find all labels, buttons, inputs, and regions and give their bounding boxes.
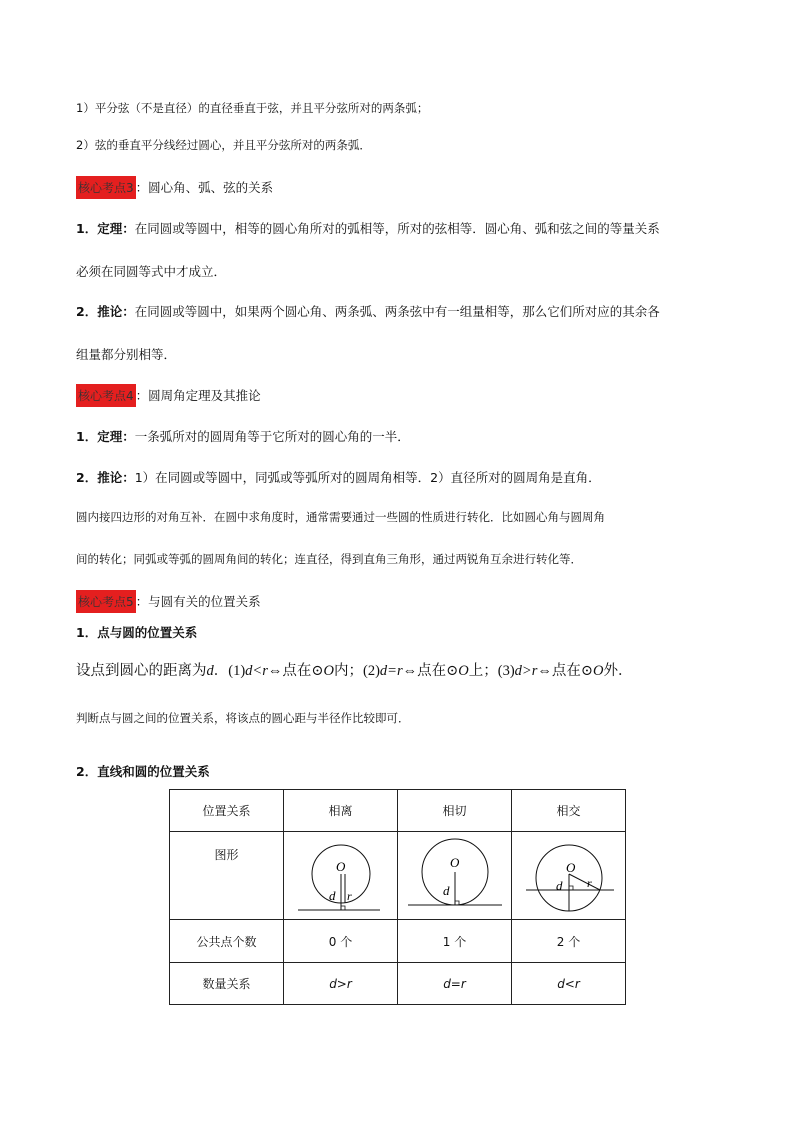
figure-cell-intersect (512, 832, 626, 920)
corollary-label: 2．推论： (76, 304, 135, 319)
radius-label: r (347, 889, 352, 903)
inscribed-theorem-label: 1．定理： (76, 429, 135, 444)
figure-cell-tangent (398, 832, 512, 920)
center-label: O (450, 855, 460, 870)
right-angle-mark (569, 886, 573, 890)
section-title-5: ：与圆有关的位置关系 (135, 594, 261, 609)
inscribed-corollary-text: 1）在同圆或等圆中，同弧或等弧所对的圆周角相等．2）直径所对的圆周角是直角． (134, 470, 601, 485)
distance-label: d (329, 888, 336, 903)
section-heading-3 (76, 176, 273, 199)
inscribed-theorem-text: 一条弧所对的圆周角等于它所对的圆心角的一半． (134, 429, 410, 444)
intersect-diagram (512, 832, 625, 916)
line-circle-heading: 2．直线和圆的位置关系 (76, 764, 210, 779)
right-angle-mark (341, 906, 345, 910)
tangent-diagram (398, 832, 511, 916)
inscribed-corollary-label: 2．推论： (76, 470, 135, 485)
quantity-cell: d<r (512, 963, 626, 1005)
inscribed-corollary-line (76, 468, 601, 486)
points-cell: 0 个 (284, 920, 398, 963)
table-header-row (170, 790, 626, 832)
theorem-label: 1．定理： (76, 221, 135, 236)
corollary-text: 在同圆或等圆中，如果两个圆心角、两条弧、两条弦中有一组量相等，那么它们所对应的其余各 (134, 304, 660, 319)
figure-row-label: 图形 (170, 832, 284, 920)
quantity-cell: d=r (398, 963, 512, 1005)
section-title-4: ：圆周角定理及其推论 (135, 388, 261, 403)
points-cell: 2 个 (512, 920, 626, 963)
points-cell: 1 个 (398, 920, 512, 963)
point-circle-conditions: 设点到圆心的距离为d．(1)d<r⇔点在⊙O内；(2)d=r⇔点在⊙O上；(3)d>r⇔点在⊙O外． (76, 663, 633, 679)
section-tag-4: 核心考点4 (76, 384, 136, 407)
line-circle-table (169, 789, 626, 1005)
quantity-row-label: 数量关系 (170, 963, 284, 1005)
property-line-1: 1）平分弦（不是直径）的直径垂直于弦，并且平分弦所对的两条弧； (76, 101, 429, 115)
radius-segment (569, 874, 600, 890)
point-circle-heading: 1．点与圆的位置关系 (76, 625, 198, 640)
cyclic-quad-line-cont: 间的转化；同弧或等弧的圆周角间的转化；连直径，得到直角三角形，通过两锐角互余进行转化等． (76, 552, 582, 566)
theorem-line (76, 219, 660, 237)
header-cell: 相切 (398, 790, 512, 832)
table-points-row (170, 920, 626, 963)
point-circle-note: 判断点与圆之间的位置关系，将该点的圆心距与半径作比较即可． (76, 711, 410, 725)
table-figure-row (170, 832, 626, 920)
radius-label: r (587, 876, 592, 890)
section-heading-4 (76, 384, 261, 407)
figure-cell-separate (284, 832, 398, 920)
section-heading-5 (76, 590, 261, 613)
center-label: O (566, 860, 576, 875)
section-title-3: ：圆心角、弧、弦的关系 (135, 180, 274, 195)
table-quantity-row (170, 963, 626, 1005)
theorem-text: 在同圆或等圆中，相等的圆心角所对的弧相等，所对的弦相等．圆心角、弧和弦之间的等量关系 (134, 221, 660, 236)
inscribed-theorem-line (76, 427, 410, 445)
distance-label: d (556, 878, 563, 893)
distance-label: d (443, 883, 450, 898)
center-label: O (336, 859, 346, 874)
section-tag-5: 核心考点5 (76, 590, 136, 613)
section-tag-3: 核心考点3 (76, 176, 136, 199)
cyclic-quad-line: 圆内接四边形的对角互补．在圆中求角度时，通常需要通过一些圆的性质进行转化．比如圆心角与圆周角 (76, 510, 605, 524)
property-line-2: 2）弦的垂直平分线经过圆心，并且平分弦所对的两条弧． (76, 138, 371, 152)
corollary-line (76, 302, 660, 320)
separate-diagram (284, 832, 397, 916)
theorem-line-cont: 必须在同圆等式中才成立． (76, 264, 227, 279)
header-cell: 相离 (284, 790, 398, 832)
points-row-label: 公共点个数 (170, 920, 284, 963)
corollary-line-cont: 组量都分别相等． (76, 347, 177, 362)
quantity-cell: d>r (284, 963, 398, 1005)
header-cell: 位置关系 (170, 790, 284, 832)
header-cell: 相交 (512, 790, 626, 832)
